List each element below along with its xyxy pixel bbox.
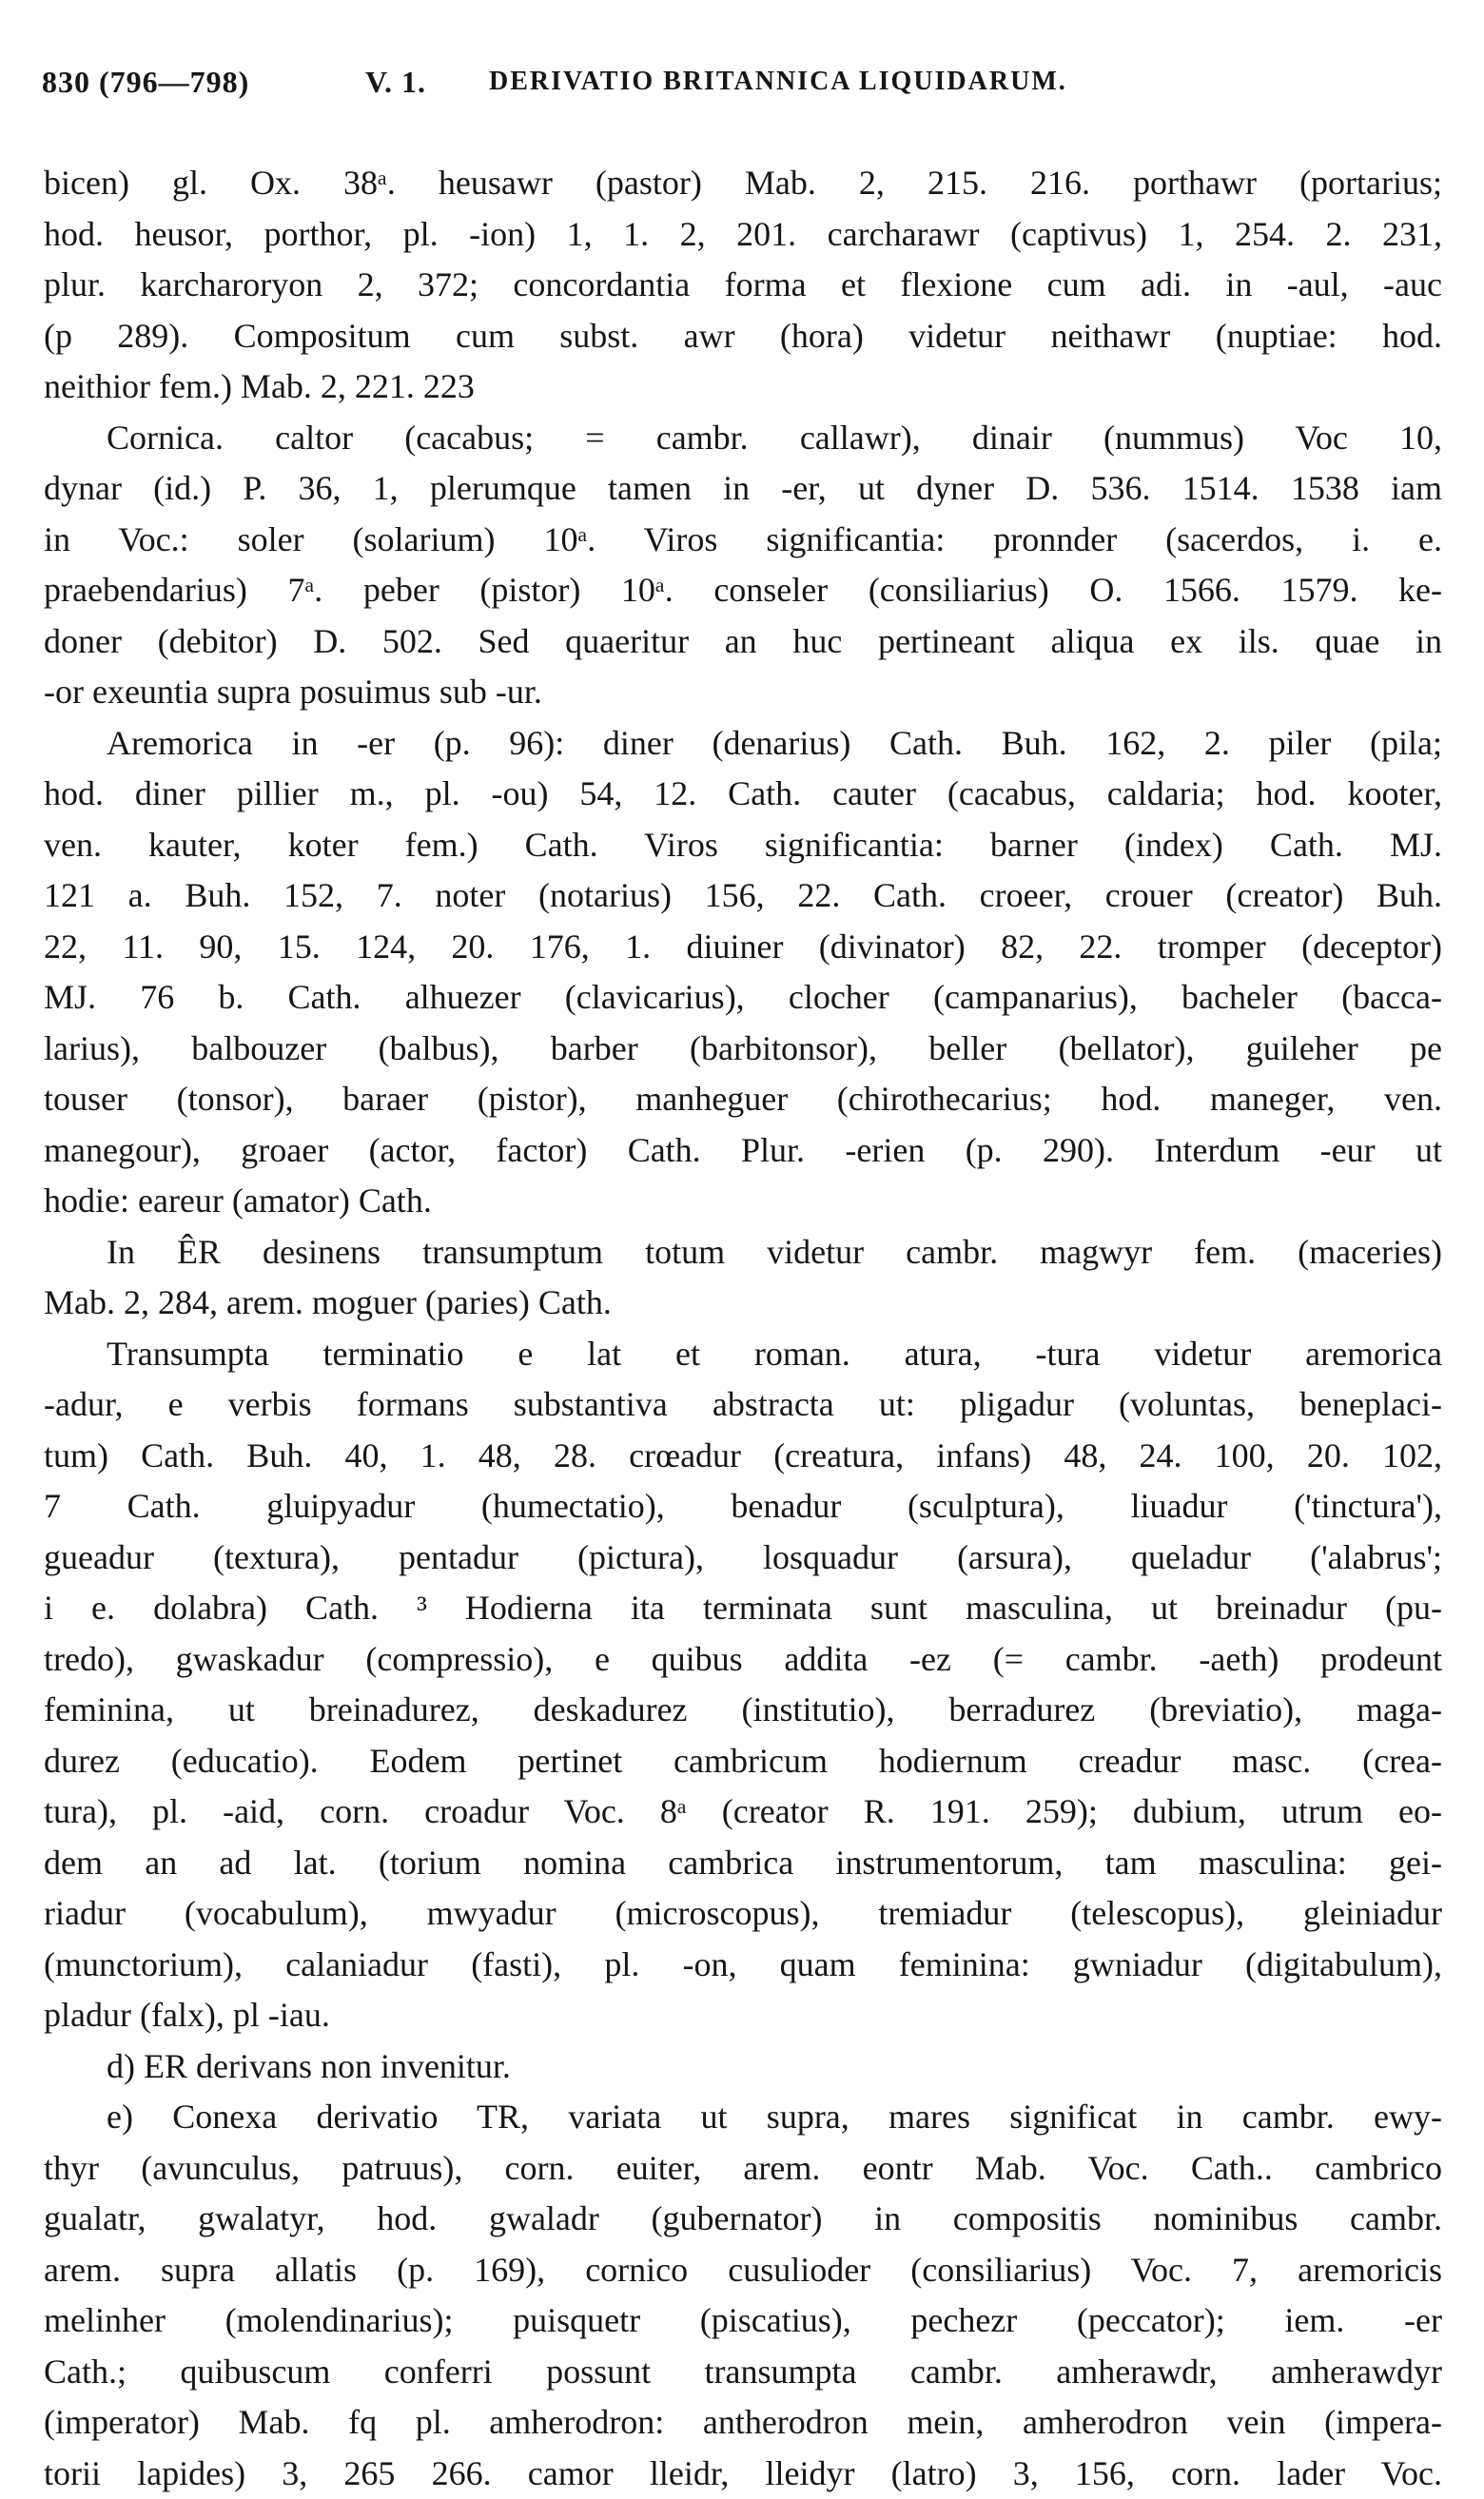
text-line: -adur, e verbis formans substantiva abstracta ut: pligadur (voluntas, beneplaci- bbox=[44, 1379, 1442, 1431]
text-line: hod. heusor, porthor, pl. -ion) 1, 1. 2, 201. carcharawr (captivus) 1, 254. 2. 231, bbox=[44, 209, 1442, 261]
text-line: In ÊR desinens transumptum totum videtur cambr. magwyr fem. (maceries) bbox=[44, 1227, 1442, 1279]
text-line: dem an ad lat. (torium nomina cambrica instrumentorum, tam masculina: gei- bbox=[44, 1838, 1442, 1889]
body-text bbox=[44, 158, 1442, 2499]
text-line: MJ. 76 b. Cath. alhuezer (clavicarius), clocher (campanarius), bacheler (bacca- bbox=[44, 972, 1442, 1024]
running-title: DERIVATIO BRITANNICA LIQUIDARUM. bbox=[489, 67, 1067, 97]
text-line: ven. kauter, koter fem.) Cath. Viros significantia: barner (index) Cath. MJ. bbox=[44, 820, 1442, 871]
text-line: tredo), gwaskadur (compressio), e quibus addita -ez (= cambr. -aeth) prodeunt bbox=[44, 1634, 1442, 1686]
text-line: -or exeuntia supra posuimus sub -ur. bbox=[44, 667, 1442, 718]
text-line: durez (educatio). Eodem pertinet cambricum hodiernum creadur masc. (crea- bbox=[44, 1736, 1442, 1787]
page-number: 830 (796—798) bbox=[42, 65, 249, 100]
text-line: riadur (vocabulum), mwyadur (microscopus), tremiadur (telescopus), gleiniadur bbox=[44, 1888, 1442, 1940]
text-line: (imperator) Mab. fq pl. amherodron: antherodron mein, amherodron vein (impera- bbox=[44, 2397, 1442, 2449]
text-line: 22, 11. 90, 15. 124, 20. 176, 1. diuiner (divinator) 82, 22. tromper (deceptor) bbox=[44, 922, 1442, 973]
running-header bbox=[42, 65, 1431, 122]
text-line: pladur (falx), pl -iau. bbox=[44, 1990, 1442, 2041]
text-line: 7 Cath. gluipyadur (humectatio), benadur (sculptura), liuadur ('tinctura'), bbox=[44, 1481, 1442, 1533]
text-line: 121 a. Buh. 152, 7. noter (notarius) 156, 22. Cath. croeer, crouer (creator) Buh. bbox=[44, 870, 1442, 922]
text-line: larius), balbouzer (balbus), barber (barbitonsor), beller (bellator), guileher pe bbox=[44, 1024, 1442, 1075]
text-line: Cath.; quibuscum conferri possunt transumpta cambr. amherawdr, amherawdyr bbox=[44, 2347, 1442, 2398]
text-line: i e. dolabra) Cath. ³ Hodierna ita terminata sunt masculina, ut breinadur (pu- bbox=[44, 1583, 1442, 1634]
text-line: tum) Cath. Buh. 40, 1. 48, 28. crœadur (creatura, infans) 48, 24. 100, 20. 102, bbox=[44, 1431, 1442, 1482]
text-line: bicen) gl. Ox. 38ᵃ. heusawr (pastor) Mab. 2, 215. 216. porthawr (portarius; bbox=[44, 158, 1442, 209]
text-line: doner (debitor) D. 502. Sed quaeritur an huc pertineant aliqua ex ils. quae in bbox=[44, 616, 1442, 668]
text-line: arem. supra allatis (p. 169), cornico cusulioder (consiliarius) Voc. 7, aremoricis bbox=[44, 2245, 1442, 2296]
text-line: in Voc.: soler (solarium) 10ᵃ. Viros significantia: pronnder (sacerdos, i. e. bbox=[44, 515, 1442, 566]
text-line: Cornica. caltor (cacabus; = cambr. callawr), dinair (nummus) Voc 10, bbox=[44, 413, 1442, 464]
text-line: manegour), groaer (actor, factor) Cath. Plur. -erien (p. 290). Interdum -eur ut bbox=[44, 1125, 1442, 1177]
text-line: melinher (molendinarius); puisquetr (piscatius), pechezr (peccator); iem. -er bbox=[44, 2295, 1442, 2347]
text-line: gualatr, gwalatyr, hod. gwaladr (gubernator) in compositis nominibus cambr. bbox=[44, 2194, 1442, 2245]
text-line: praebendarius) 7ᵃ. peber (pistor) 10ᵃ. conseler (consiliarius) O. 1566. 1579. ke- bbox=[44, 565, 1442, 616]
text-line: d) ER derivans non invenitur. bbox=[44, 2041, 1442, 2093]
text-line: (munctorium), calaniadur (fasti), pl. -on, quam feminina: gwniadur (digitabulum), bbox=[44, 1940, 1442, 1991]
text-line: feminina, ut breinadurez, deskadurez (institutio), berradurez (breviatio), maga- bbox=[44, 1685, 1442, 1736]
text-line: hod. diner pillier m., pl. -ou) 54, 12. Cath. cauter (cacabus, caldaria; hod. kooter, bbox=[44, 769, 1442, 820]
text-line: Mab. 2, 284, arem. moguer (paries) Cath. bbox=[44, 1278, 1442, 1329]
text-line: Aremorica in -er (p. 96): diner (denarius) Cath. Buh. 162, 2. piler (pila; bbox=[44, 718, 1442, 770]
text-line: (p 289). Compositum cum subst. awr (hora) videtur neithawr (nuptiae: hod. bbox=[44, 311, 1442, 362]
text-line: plur. karcharoryon 2, 372; concordantia forma et flexione cum adi. in -aul, -auc bbox=[44, 260, 1442, 311]
text-line: tura), pl. -aid, corn. croadur Voc. 8ᵃ (creator R. 191. 259); dubium, utrum eo- bbox=[44, 1786, 1442, 1838]
text-line: gueadur (textura), pentadur (pictura), losquadur (arsura), queladur ('alabrus'; bbox=[44, 1533, 1442, 1584]
text-line: hodie: eareur (amator) Cath. bbox=[44, 1176, 1442, 1227]
volume-label: V. 1. bbox=[365, 65, 426, 100]
text-line: dynar (id.) P. 36, 1, plerumque tamen in -er, ut dyner D. 536. 1514. 1538 iam bbox=[44, 463, 1442, 515]
text-line: Transumpta terminatio e lat et roman. atura, -tura videtur aremorica bbox=[44, 1329, 1442, 1380]
text-line: neithior fem.) Mab. 2, 221. 223 bbox=[44, 361, 1442, 413]
text-line: touser (tonsor), baraer (pistor), manheguer (chirothecarius; hod. maneger, ven. bbox=[44, 1074, 1442, 1125]
text-line: torii lapides) 3, 265 266. camor lleidr, lleidyr (latro) 3, 156, corn. lader Voc. bbox=[44, 2449, 1442, 2499]
text-line: e) Conexa derivatio TR, variata ut supra, mares significat in cambr. ewy- bbox=[44, 2092, 1442, 2143]
text-line: thyr (avunculus, patruus), corn. euiter, arem. eontr Mab. Voc. Cath.. cambrico bbox=[44, 2143, 1442, 2195]
